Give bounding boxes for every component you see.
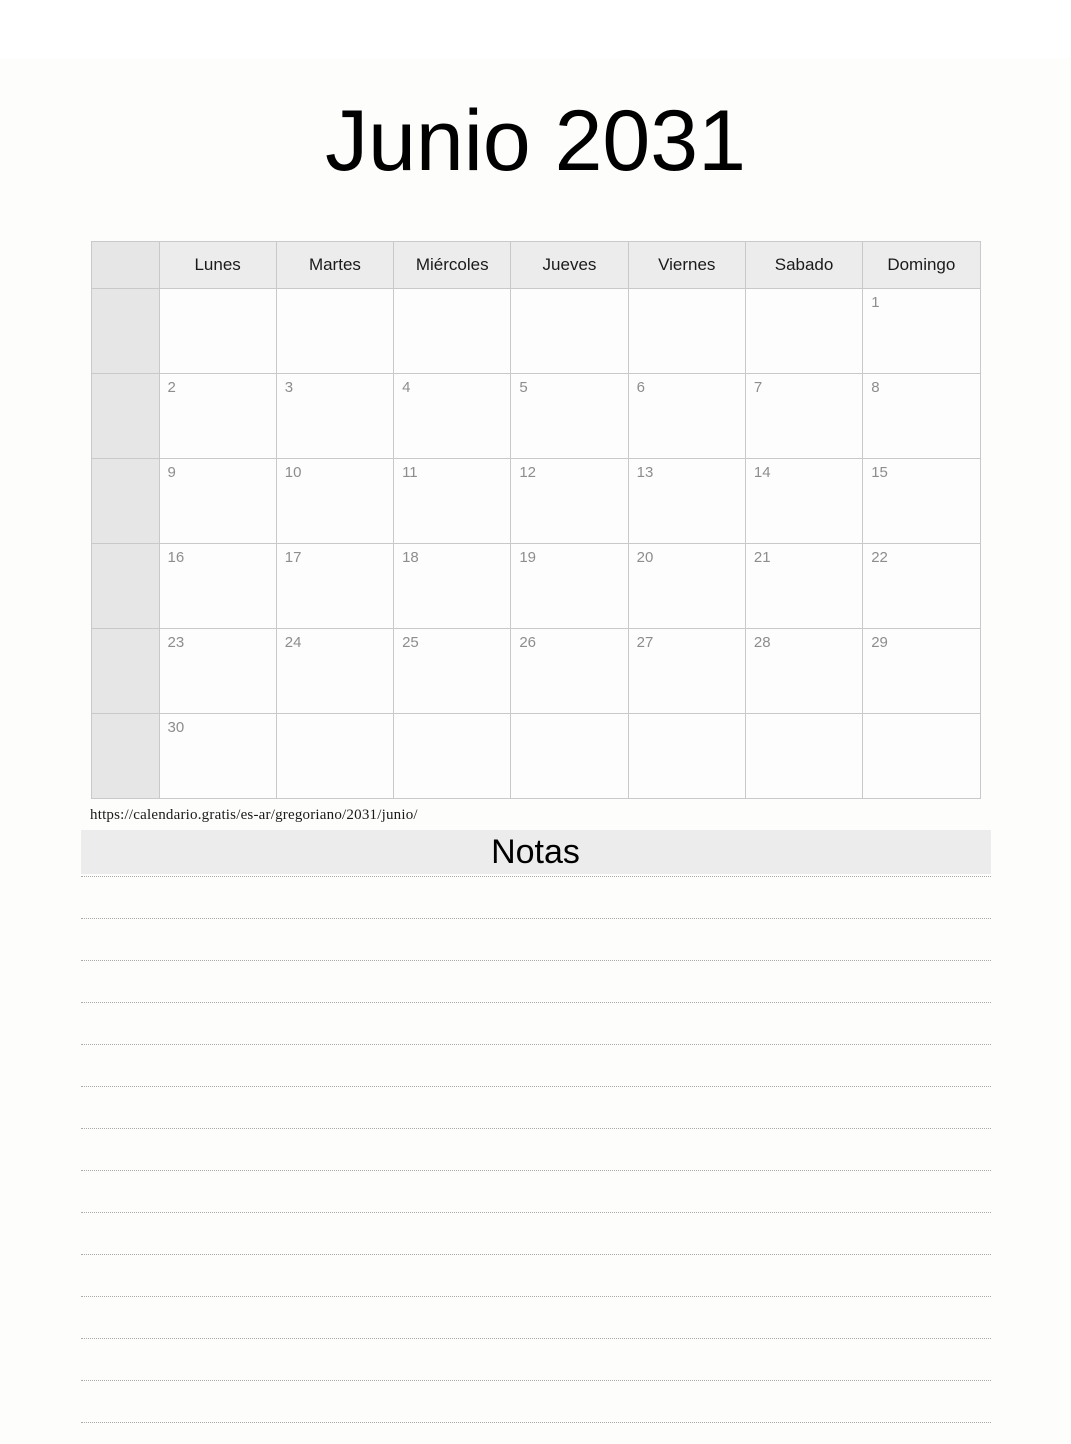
day-cell[interactable]	[394, 544, 511, 629]
weekday-header-domingo: Domingo	[863, 242, 980, 289]
day-cell[interactable]	[745, 374, 862, 459]
note-line[interactable]	[81, 1003, 991, 1045]
calendar-week-row	[91, 374, 980, 459]
day-number: 8	[871, 379, 880, 397]
calendar-week-row	[91, 459, 980, 544]
weekday-header-miercoles: Miércoles	[394, 242, 511, 289]
day-cell[interactable]	[276, 374, 393, 459]
day-number: 25	[402, 634, 419, 652]
calendar-week-row	[91, 289, 980, 374]
day-number: 21	[753, 549, 771, 567]
weekday-header-jueves: Jueves	[511, 242, 628, 289]
day-cell[interactable]	[276, 629, 393, 714]
day-cell[interactable]	[628, 629, 745, 714]
day-cell[interactable]	[394, 374, 511, 459]
day-number: 17	[284, 549, 302, 567]
note-line[interactable]	[81, 1171, 991, 1213]
day-number: 18	[402, 549, 419, 567]
day-cell[interactable]	[511, 544, 628, 629]
day-cell[interactable]	[394, 714, 511, 799]
day-cell[interactable]	[628, 289, 745, 374]
day-number	[629, 714, 745, 720]
day-number	[277, 289, 393, 295]
calendar-gutter-cell	[91, 629, 159, 714]
day-number: 1	[871, 294, 880, 312]
calendar-page	[0, 58, 1071, 1444]
day-number: 7	[753, 379, 763, 397]
day-cell[interactable]	[159, 459, 276, 544]
day-number: 12	[519, 464, 537, 482]
day-cell[interactable]	[276, 544, 393, 629]
calendar-gutter-cell	[91, 544, 159, 629]
source-url[interactable]: https://calendario.gratis/es-ar/gregoriano/2031/junio/	[90, 807, 418, 824]
calendar-gutter-cell	[91, 289, 159, 374]
day-number: 9	[167, 464, 176, 482]
calendar-gutter-cell	[91, 374, 159, 459]
note-line[interactable]	[81, 1045, 991, 1087]
day-cell[interactable]	[745, 544, 862, 629]
day-number	[746, 714, 862, 720]
calendar-week-row	[91, 714, 980, 799]
note-line[interactable]	[81, 1297, 991, 1339]
day-number: 15	[871, 464, 888, 482]
day-cell[interactable]	[511, 714, 628, 799]
weekday-header-viernes: Viernes	[628, 242, 745, 289]
day-cell[interactable]	[159, 289, 276, 374]
day-number	[511, 289, 627, 295]
weekday-header-lunes: Lunes	[159, 242, 276, 289]
day-cell[interactable]	[159, 714, 276, 799]
day-cell[interactable]	[159, 374, 276, 459]
weekday-header-sabado: Sabado	[745, 242, 862, 289]
day-number	[746, 289, 862, 295]
day-cell[interactable]	[745, 459, 862, 544]
day-number: 24	[284, 634, 302, 652]
day-number	[160, 289, 276, 295]
day-number: 13	[636, 464, 654, 482]
day-cell[interactable]	[394, 289, 511, 374]
day-number	[277, 714, 393, 720]
day-cell[interactable]	[863, 629, 980, 714]
day-number: 23	[167, 634, 185, 652]
calendar-week-row	[91, 629, 980, 714]
day-cell[interactable]	[159, 629, 276, 714]
notes-lines	[81, 876, 991, 1423]
day-cell[interactable]	[276, 714, 393, 799]
day-number: 27	[636, 634, 654, 652]
day-number	[511, 714, 627, 720]
day-number: 2	[167, 379, 176, 397]
page-title: Junio 2031	[325, 92, 746, 189]
note-line[interactable]	[81, 1255, 991, 1297]
day-cell[interactable]	[628, 714, 745, 799]
calendar-gutter-cell	[91, 459, 159, 544]
day-number: 29	[871, 634, 888, 652]
day-cell[interactable]	[863, 714, 980, 799]
day-cell[interactable]	[863, 459, 980, 544]
day-number: 10	[284, 464, 302, 482]
day-cell[interactable]	[394, 629, 511, 714]
day-number	[863, 714, 979, 720]
note-line[interactable]	[81, 1213, 991, 1255]
calendar-table	[91, 241, 981, 799]
day-number: 6	[636, 379, 645, 397]
day-number	[629, 289, 745, 295]
day-number	[394, 714, 510, 720]
note-line[interactable]	[81, 1381, 991, 1423]
notes-title: Notas	[81, 830, 991, 874]
day-cell[interactable]	[511, 459, 628, 544]
calendar-body	[91, 289, 980, 799]
day-cell[interactable]	[628, 544, 745, 629]
day-number: 22	[871, 549, 888, 567]
day-cell[interactable]	[276, 289, 393, 374]
day-number: 20	[636, 549, 654, 567]
day-cell[interactable]	[863, 374, 980, 459]
day-number: 16	[167, 549, 185, 567]
note-line[interactable]	[81, 919, 991, 961]
day-cell[interactable]	[863, 544, 980, 629]
day-number: 14	[753, 464, 771, 482]
day-cell[interactable]	[276, 459, 393, 544]
day-number	[394, 289, 510, 295]
calendar-container	[91, 241, 981, 799]
note-line[interactable]	[81, 876, 991, 919]
calendar-week-row	[91, 544, 980, 629]
day-cell[interactable]	[628, 374, 745, 459]
day-cell[interactable]	[745, 629, 862, 714]
day-cell[interactable]	[745, 289, 862, 374]
day-number: 4	[402, 379, 411, 397]
day-number: 19	[519, 549, 537, 567]
day-cell[interactable]	[511, 629, 628, 714]
weekday-header-martes: Martes	[276, 242, 393, 289]
calendar-gutter-header	[91, 242, 159, 289]
day-cell[interactable]	[394, 459, 511, 544]
day-number: 3	[284, 379, 294, 397]
note-line[interactable]	[81, 1087, 991, 1129]
day-cell[interactable]	[159, 544, 276, 629]
day-number: 26	[519, 634, 537, 652]
note-line[interactable]	[81, 1129, 991, 1171]
day-cell[interactable]	[511, 289, 628, 374]
day-cell[interactable]	[863, 289, 980, 374]
day-number: 30	[167, 719, 185, 737]
day-cell[interactable]	[745, 714, 862, 799]
day-number: 5	[519, 379, 528, 397]
day-number: 28	[753, 634, 771, 652]
day-cell[interactable]	[628, 459, 745, 544]
calendar-header-row	[91, 242, 980, 289]
calendar-gutter-cell	[91, 714, 159, 799]
notes-section	[81, 830, 991, 1423]
note-line[interactable]	[81, 961, 991, 1003]
day-number: 11	[402, 464, 418, 482]
note-line[interactable]	[81, 1339, 991, 1381]
day-cell[interactable]	[511, 374, 628, 459]
